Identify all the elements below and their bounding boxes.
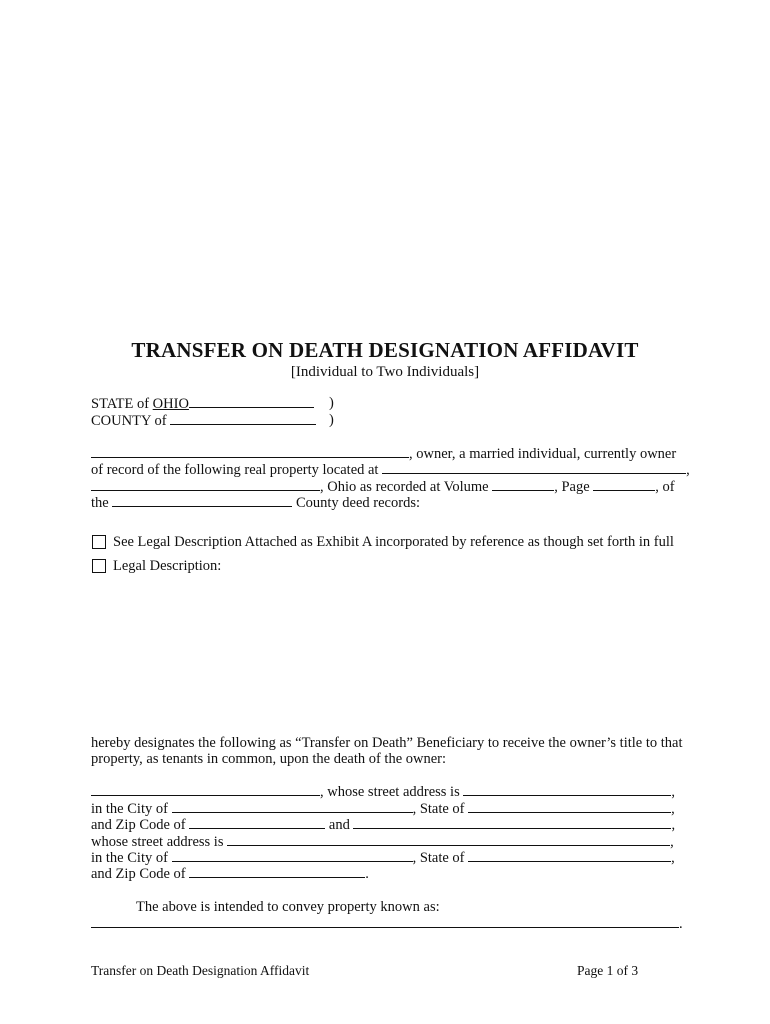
property-known-as-blank[interactable]: [91, 915, 679, 928]
state-blank[interactable]: [189, 395, 314, 408]
owner-line-2: of record of the following real property located at ,: [91, 462, 690, 478]
county-paren: ): [329, 412, 334, 428]
beneficiary-2-name-blank[interactable]: [353, 816, 671, 829]
volume-blank[interactable]: [492, 478, 554, 491]
beneficiary-2-street-blank[interactable]: [227, 833, 670, 846]
beneficiary-2-city-line: in the City of , State of ,: [91, 850, 675, 866]
designation-line-1: hereby designates the following as “Transfer on Death” Beneficiary to receive the owner’s title to that: [91, 735, 683, 751]
county-blank[interactable]: [170, 412, 316, 425]
beneficiary-1-street-blank[interactable]: [463, 783, 671, 796]
state-label: STATE of: [91, 396, 153, 412]
footer-title: Transfer on Death Designation Affidavit: [91, 963, 310, 978]
county-label: COUNTY of: [91, 413, 171, 429]
beneficiary-1-zip-blank[interactable]: [189, 816, 325, 829]
owner-name-blank[interactable]: [91, 445, 409, 458]
exhibit-a-label: See Legal Description Attached as Exhibit A incorporated by reference as though set forth in full: [113, 534, 674, 550]
beneficiary-1-name-blank[interactable]: [91, 783, 320, 796]
county-records-blank[interactable]: [112, 494, 292, 507]
owner-line-4: the County deed records:: [91, 495, 420, 511]
legal-description-label: Legal Description:: [113, 558, 222, 574]
convey-text: The above is intended to convey property known as:: [136, 899, 440, 915]
document-title: TRANSFER ON DEATH DESIGNATION AFFIDAVIT: [131, 338, 639, 362]
page-number: Page 1 of 3: [577, 963, 639, 978]
legal-description-checkbox[interactable]: [92, 559, 106, 573]
state-line: [91, 395, 314, 412]
beneficiary-1-line: , whose street address is ,: [91, 783, 675, 800]
designation-line-2: property, as tenants in common, upon the death of the owner:: [91, 751, 447, 767]
city-blank[interactable]: [91, 478, 320, 491]
owner-line-1: , owner, a married individual, currently owner: [91, 445, 676, 462]
state-paren: ): [329, 395, 334, 411]
state-value: OHIO: [152, 396, 189, 412]
convey-line: .: [91, 915, 683, 932]
exhibit-a-checkbox[interactable]: [92, 535, 106, 549]
beneficiary-1-city-line: in the City of , State of ,: [91, 801, 675, 817]
beneficiary-1-city-blank[interactable]: [172, 800, 413, 813]
document-subtitle: [Individual to Two Individuals]: [290, 364, 480, 380]
beneficiary-2-zip-blank[interactable]: [189, 865, 365, 878]
beneficiary-1-state-blank[interactable]: [468, 800, 671, 813]
beneficiary-2-zip-line: and Zip Code of .: [91, 866, 369, 882]
beneficiary-2-city-blank[interactable]: [172, 849, 413, 862]
beneficiary-1-zip-line: and Zip Code of and ,: [91, 817, 676, 833]
beneficiary-2-street-line: whose street address is ,: [91, 834, 674, 850]
page-blank[interactable]: [593, 478, 655, 491]
county-line: [91, 412, 316, 429]
beneficiary-2-state-blank[interactable]: [468, 849, 671, 862]
property-location-blank[interactable]: [382, 461, 686, 474]
owner-line-3: , Ohio as recorded at Volume , Page , of: [91, 478, 675, 495]
